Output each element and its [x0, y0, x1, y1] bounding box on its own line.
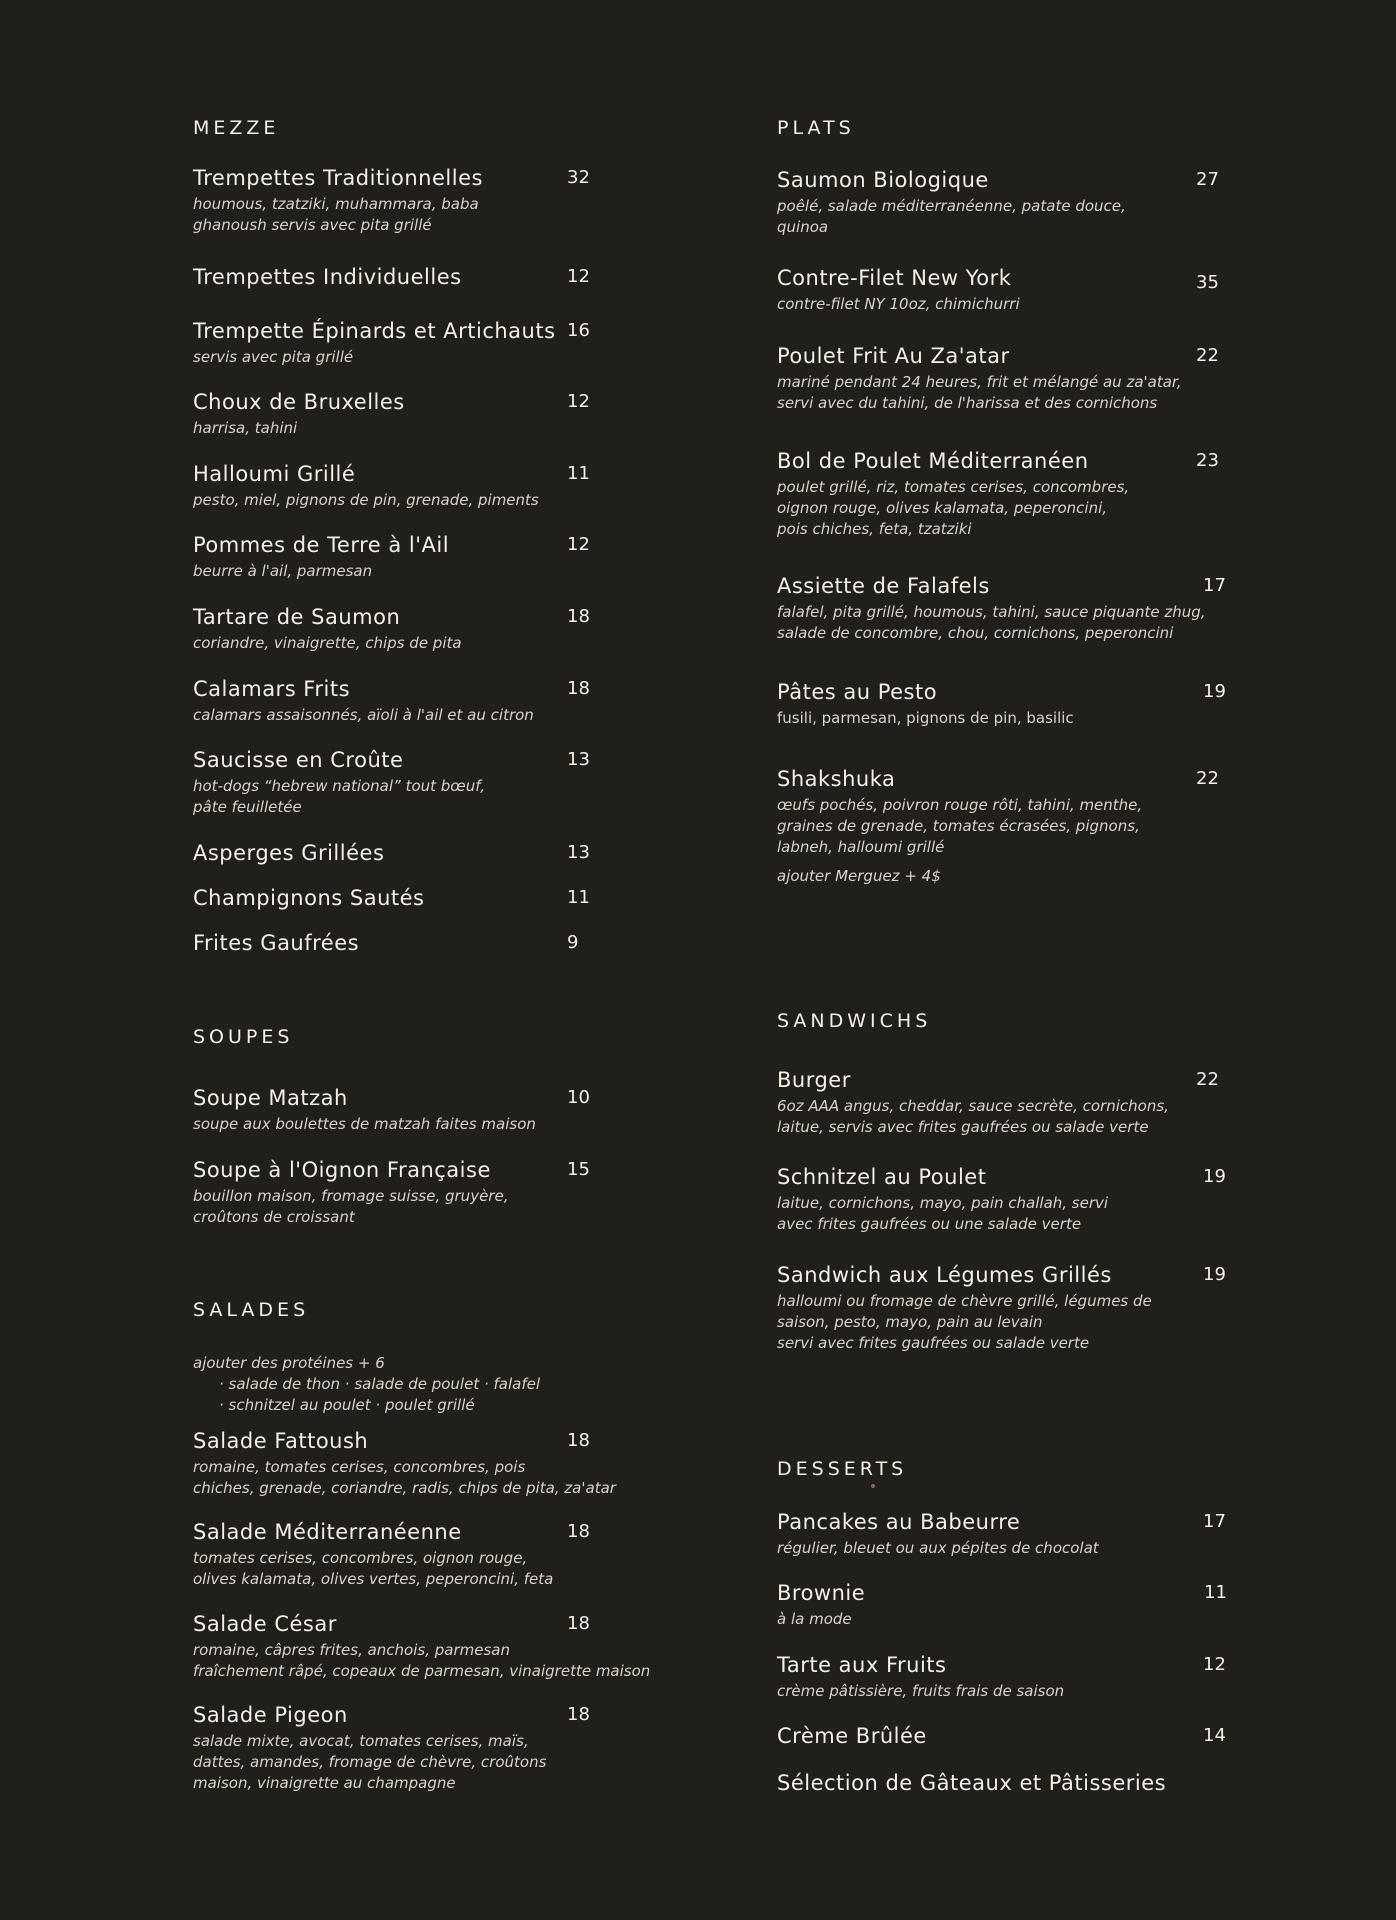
item-price: 18	[567, 1613, 590, 1634]
section-title-soupes: SOUPES	[193, 1026, 294, 1048]
item-description: régulier, bleuet ou aux pépites de chocolat	[777, 1539, 1099, 1557]
item-name: Tartare de Saumon	[193, 605, 401, 629]
item-name: Salade César	[193, 1612, 337, 1636]
item-price: 12	[567, 266, 590, 287]
item-price: 18	[567, 1521, 590, 1542]
item-description: poêlé, salade méditerranéenne, patate douce, quinoa	[777, 197, 1126, 236]
item-price: 19	[1203, 1166, 1226, 1187]
item-description: soupe aux boulettes de matzah faites maison	[193, 1115, 536, 1133]
item-name: Brownie	[777, 1581, 866, 1605]
item-name: Halloumi Grillé	[193, 462, 356, 486]
item-name: Contre-Filet New York	[777, 266, 1012, 290]
item-price: 17	[1203, 1511, 1226, 1532]
item-description: falafel, pita grillé, houmous, tahini, sauce piquante zhug, salade de concombre, chou, cornichons, peperoncini	[777, 603, 1206, 642]
item-price: 18	[567, 1704, 590, 1725]
menu-item	[777, 573, 1226, 644]
menu-item	[777, 1580, 1227, 1630]
item-description: crème pâtissière, fruits frais de saison	[777, 1682, 1065, 1700]
item-price: 23	[1196, 450, 1219, 471]
item-name: Shakshuka	[777, 767, 896, 791]
menu-item	[193, 604, 590, 654]
item-name: Asperges Grillées	[193, 841, 385, 865]
menu-item	[777, 1770, 1166, 1796]
menu-item	[193, 1702, 590, 1794]
item-price: 16	[567, 320, 590, 341]
decorative-dot	[871, 1484, 875, 1488]
item-price: 12	[567, 391, 590, 412]
item-description: à la mode	[777, 1610, 852, 1628]
note-line: · schnitzel au poulet · poulet grillé	[219, 1396, 475, 1414]
item-price: 10	[567, 1087, 590, 1108]
item-price: 12	[567, 534, 590, 555]
item-description: houmous, tzatziki, muhammara, baba ghanoush servis avec pita grillé	[193, 195, 479, 234]
item-name: Salade Méditerranéenne	[193, 1520, 462, 1544]
item-name: Pommes de Terre à l'Ail	[193, 533, 450, 557]
item-name: Trempette Épinards et Artichauts	[193, 319, 556, 343]
item-description: mariné pendant 24 heures, frit et mélangé au za'atar, servi avec du tahini, de l'harissa et des cornichons	[777, 373, 1182, 412]
item-description: tomates cerises, concombres, oignon rouge, olives kalamata, olives vertes, peperoncini, feta	[193, 1549, 554, 1588]
menu-item	[193, 461, 590, 511]
menu-item	[193, 1519, 590, 1590]
item-description: servis avec pita grillé	[193, 348, 354, 366]
menu-item	[777, 1652, 1226, 1702]
item-price: 22	[1196, 1069, 1219, 1090]
item-price: 14	[1203, 1725, 1226, 1746]
item-name: Tarte aux Fruits	[777, 1653, 947, 1677]
menu-item	[193, 1428, 616, 1499]
item-description: romaine, câpres frites, anchois, parmesan fraîchement râpé, copeaux de parmesan, vinaigrette maison	[193, 1641, 651, 1680]
item-name: Saucisse en Croûte	[193, 748, 404, 772]
item-name: Trempettes Individuelles	[193, 265, 462, 289]
item-name: Salade Pigeon	[193, 1703, 348, 1727]
item-description: hot-dogs “hebrew national” tout bœuf, pâte feuilletée	[193, 777, 486, 816]
item-name: Sandwich aux Légumes Grillés	[777, 1263, 1112, 1287]
menu-item	[777, 766, 1219, 887]
section-title-sandwichs: SANDWICHS	[777, 1010, 932, 1032]
section-title-salades: SALADES	[193, 1299, 310, 1321]
menu-item	[193, 840, 590, 866]
item-name: Assiette de Falafels	[777, 574, 990, 598]
menu-item	[777, 679, 1226, 729]
item-price: 13	[567, 842, 590, 863]
item-name: Pâtes au Pesto	[777, 680, 938, 704]
menu-item	[777, 1723, 1226, 1749]
item-price: 19	[1203, 681, 1226, 702]
item-description: salade mixte, avocat, tomates cerises, maïs, dattes, amandes, fromage de chèvre, croûtons maison, vinaigrette au champagne	[193, 1732, 547, 1792]
menu-item	[777, 1262, 1226, 1354]
item-name: Schnitzel au Poulet	[777, 1165, 987, 1189]
menu-item	[193, 1611, 650, 1682]
menu-item	[777, 167, 1219, 238]
item-name: Trempettes Traditionnelles	[193, 166, 483, 190]
item-name: Soupe à l'Oignon Française	[193, 1158, 491, 1182]
item-name: Champignons Sautés	[193, 886, 425, 910]
menu-item	[777, 265, 1219, 315]
item-price: 15	[567, 1159, 590, 1180]
item-price: 19	[1203, 1264, 1226, 1285]
item-price: 13	[567, 749, 590, 770]
item-description: fusili, parmesan, pignons de pin, basilic	[777, 709, 1074, 727]
menu-item	[777, 448, 1219, 540]
item-price: 12	[1203, 1654, 1226, 1675]
note-line: ajouter des protéines + 6	[193, 1354, 385, 1372]
menu-item	[777, 1067, 1219, 1138]
item-description: laitue, cornichons, mayo, pain challah, servi avec frites gaufrées ou une salade verte	[777, 1194, 1109, 1233]
item-price: 9	[567, 932, 579, 953]
menu-item	[193, 1157, 590, 1228]
menu-item	[193, 264, 590, 290]
item-name: Crème Brûlée	[777, 1724, 927, 1748]
item-name: Burger	[777, 1068, 851, 1092]
item-description: pesto, miel, pignons de pin, grenade, piments	[193, 491, 539, 509]
item-addon: ajouter Merguez + 4$	[777, 867, 941, 885]
item-name: Saumon Biologique	[777, 168, 989, 192]
section-title-desserts: DESSERTS	[777, 1458, 908, 1480]
menu-item	[193, 165, 590, 236]
menu-item	[777, 343, 1219, 414]
note-line: · salade de thon · salade de poulet · falafel	[219, 1375, 541, 1393]
item-price: 27	[1196, 169, 1219, 190]
section-title-mezze: MEZZE	[193, 117, 280, 139]
item-price: 18	[567, 606, 590, 627]
item-name: Soupe Matzah	[193, 1086, 348, 1110]
item-description: coriandre, vinaigrette, chips de pita	[193, 634, 462, 652]
menu-item	[193, 747, 590, 818]
section-title-plats: PLATS	[777, 117, 855, 139]
item-description: halloumi ou fromage de chèvre grillé, légumes de saison, pesto, mayo, pain au levain servi avec frites gaufrées ou salade verte	[777, 1292, 1152, 1352]
menu-item	[777, 1509, 1226, 1559]
item-description: calamars assaisonnés, aïoli à l'ail et au citron	[193, 706, 534, 724]
item-price: 35	[1196, 272, 1219, 293]
item-name: Calamars Frits	[193, 677, 351, 701]
item-price: 17	[1203, 575, 1226, 596]
item-name: Poulet Frit Au Za'atar	[777, 344, 1010, 368]
item-description: 6oz AAA angus, cheddar, sauce secrète, cornichons, laitue, servis avec frites gaufrées ou salade verte	[777, 1097, 1169, 1136]
menu-item	[193, 532, 590, 582]
item-description: romaine, tomates cerises, concombres, pois chiches, grenade, coriandre, radis, chips de pita, za'atar	[193, 1458, 616, 1497]
item-price: 11	[1204, 1582, 1227, 1603]
item-description: œufs pochés, poivron rouge rôti, tahini, menthe, graines de grenade, tomates écrasées, pignons, labneh, halloumi grillé	[777, 796, 1143, 856]
item-name: Sélection de Gâteaux et Pâtisseries	[777, 1771, 1167, 1795]
menu-item	[193, 318, 590, 368]
item-description: bouillon maison, fromage suisse, gruyère, croûtons de croissant	[193, 1187, 509, 1226]
item-name: Pancakes au Babeurre	[777, 1510, 1021, 1534]
protein-addon-note	[193, 1353, 540, 1416]
item-price: 22	[1196, 768, 1219, 789]
item-price: 18	[567, 1430, 590, 1451]
item-name: Choux de Bruxelles	[193, 390, 405, 414]
item-description: poulet grillé, riz, tomates cerises, concombres, oignon rouge, olives kalamata, peperoncini, pois chiches, feta, tzatziki	[777, 478, 1130, 538]
item-description: beurre à l'ail, parmesan	[193, 562, 373, 580]
item-description: harrisa, tahini	[193, 419, 298, 437]
menu-item	[193, 1085, 590, 1135]
menu-item	[193, 885, 590, 911]
item-name: Frites Gaufrées	[193, 931, 360, 955]
item-price: 11	[567, 887, 590, 908]
menu-item	[193, 930, 579, 956]
item-price: 22	[1196, 345, 1219, 366]
menu-item	[193, 389, 590, 439]
item-price: 11	[567, 463, 590, 484]
menu-item	[193, 676, 590, 726]
item-description: contre-filet NY 10oz, chimichurri	[777, 295, 1020, 313]
item-name: Bol de Poulet Méditerranéen	[777, 449, 1089, 473]
item-price: 32	[567, 167, 590, 188]
item-name: Salade Fattoush	[193, 1429, 369, 1453]
item-price: 18	[567, 678, 590, 699]
menu-item	[777, 1164, 1226, 1235]
